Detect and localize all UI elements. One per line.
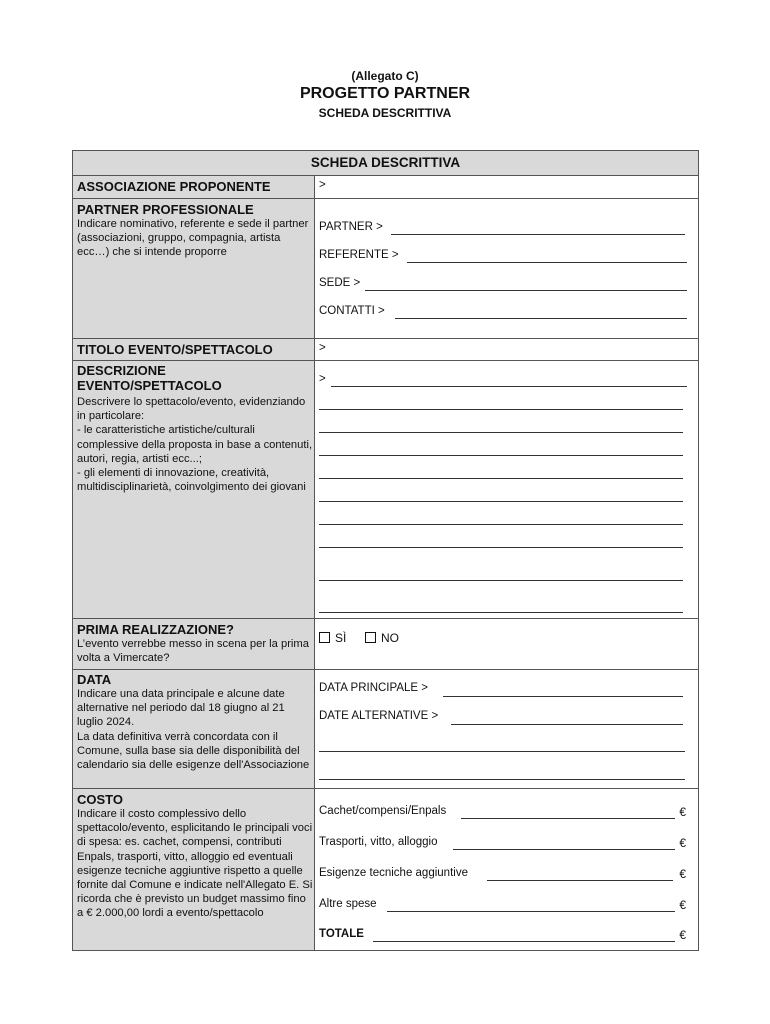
costo-cachet-line[interactable] (461, 818, 675, 819)
euro-sign: € (679, 867, 686, 881)
data-principale-label: DATA PRINCIPALE > (319, 682, 428, 694)
partner-sede-label: SEDE > (319, 277, 361, 289)
partner-fields[interactable] (315, 198, 698, 338)
prima-options (315, 618, 698, 669)
descrizione-value: > (319, 373, 326, 385)
titolo-value: > (319, 342, 326, 354)
costo-totale-label: TOTALE (319, 928, 364, 940)
data-fields[interactable] (315, 669, 698, 788)
costo-totale-line[interactable] (373, 941, 675, 942)
costo-trasporti-label: Trasporti, vitto, alloggio (319, 836, 438, 848)
annex-label: (Allegato C) (351, 69, 419, 83)
partner-contatti-line[interactable] (395, 318, 687, 319)
costo-fields[interactable] (315, 788, 698, 950)
date-alternative-line[interactable] (451, 724, 683, 725)
titolo-field[interactable] (315, 338, 698, 360)
option-no[interactable]: NO (365, 631, 399, 645)
descrizione-description: Descrivere lo spettacolo/evento, evidenziando in particolare: - le caratteristiche artistiche/culturali complessive della proposta in base a contenuti, autori, regia, artisti ecc...; - gli elementi di innovazione, creatività, multidisciplinarietà, coinvolgimento dei giovani (77, 396, 313, 494)
costo-altre-label: Altre spese (319, 898, 377, 910)
titolo-label: TITOLO EVENTO/SPETTACOLO (77, 342, 273, 357)
euro-sign: € (679, 805, 686, 819)
partner-contatti-label: CONTATTI > (319, 305, 385, 317)
document-title: PROGETTO PARTNER (299, 85, 471, 102)
euro-sign: € (679, 836, 686, 850)
descrizione-label: DESCRIZIONE EVENTO/SPETTACOLO (77, 363, 222, 393)
euro-sign: € (679, 898, 686, 912)
partner-referente-line[interactable] (407, 262, 687, 263)
checkbox-no[interactable] (365, 632, 376, 643)
costo-description: Indicare il costo complessivo dello spettacolo/evento, esplicitando le principali voci di spesa: es. cachet, compensi, contributi Enpals, trasporti, vitto, alloggio ed eventuali esigenze tecniche aggiuntive rispetto a quelle fornite dal Comune e indicate nell'Allegato E. Si ricorda che è previsto un budget massimo fino a € 2.000,00 lordi a evento/spettacolo (77, 808, 313, 920)
prima-description: L’evento verrebbe messo in scena per la prima volta a Vimercate? (77, 638, 309, 665)
costo-trasporti-line[interactable] (453, 849, 675, 850)
descriptive-form (72, 150, 699, 951)
associazione-label: ASSOCIAZIONE PROPONENTE (77, 179, 271, 194)
costo-altre-line[interactable] (387, 911, 675, 912)
costo-tecniche-line[interactable] (487, 880, 673, 881)
partner-sede-line[interactable] (365, 290, 687, 291)
partner-referente-label: REFERENTE > (319, 249, 399, 261)
partner-name-line[interactable] (391, 234, 685, 235)
date-alternative-label: DATE ALTERNATIVE > (319, 710, 439, 722)
option-si[interactable]: SÌ (319, 631, 346, 645)
partner-name-label: PARTNER > (319, 221, 383, 233)
associazione-field[interactable] (315, 175, 698, 198)
costo-label: COSTO (77, 792, 123, 807)
document-subtitle: SCHEDA DESCRITTIVA (318, 106, 452, 120)
data-label: DATA (77, 672, 112, 687)
prima-label: PRIMA REALIZZAZIONE? (77, 622, 234, 637)
partner-description: Indicare nominativo, referente e sede il partner (associazioni, gruppo, compagnia, artista ecc…) che si intende proporre (77, 218, 309, 259)
partner-label: PARTNER PROFESSIONALE (77, 202, 254, 217)
costo-cachet-label: Cachet/compensi/Enpals (319, 805, 447, 817)
costo-tecniche-label: Esigenze tecniche aggiuntive (319, 867, 468, 879)
data-description: Indicare una data principale e alcune date alternative nel periodo dal 18 giugno al 21 luglio 2024. La data definitiva verrà concordata con il Comune, sulla base sia delle disponibilità del calendario sia delle esigenze dell'Associazione (77, 688, 310, 772)
checkbox-si[interactable] (319, 632, 330, 643)
euro-sign: € (679, 928, 686, 942)
form-title: SCHEDA DESCRITTIVA (73, 151, 698, 175)
descrizione-field[interactable] (315, 360, 698, 618)
data-principale-line[interactable] (443, 696, 683, 697)
associazione-value: > (319, 179, 326, 191)
